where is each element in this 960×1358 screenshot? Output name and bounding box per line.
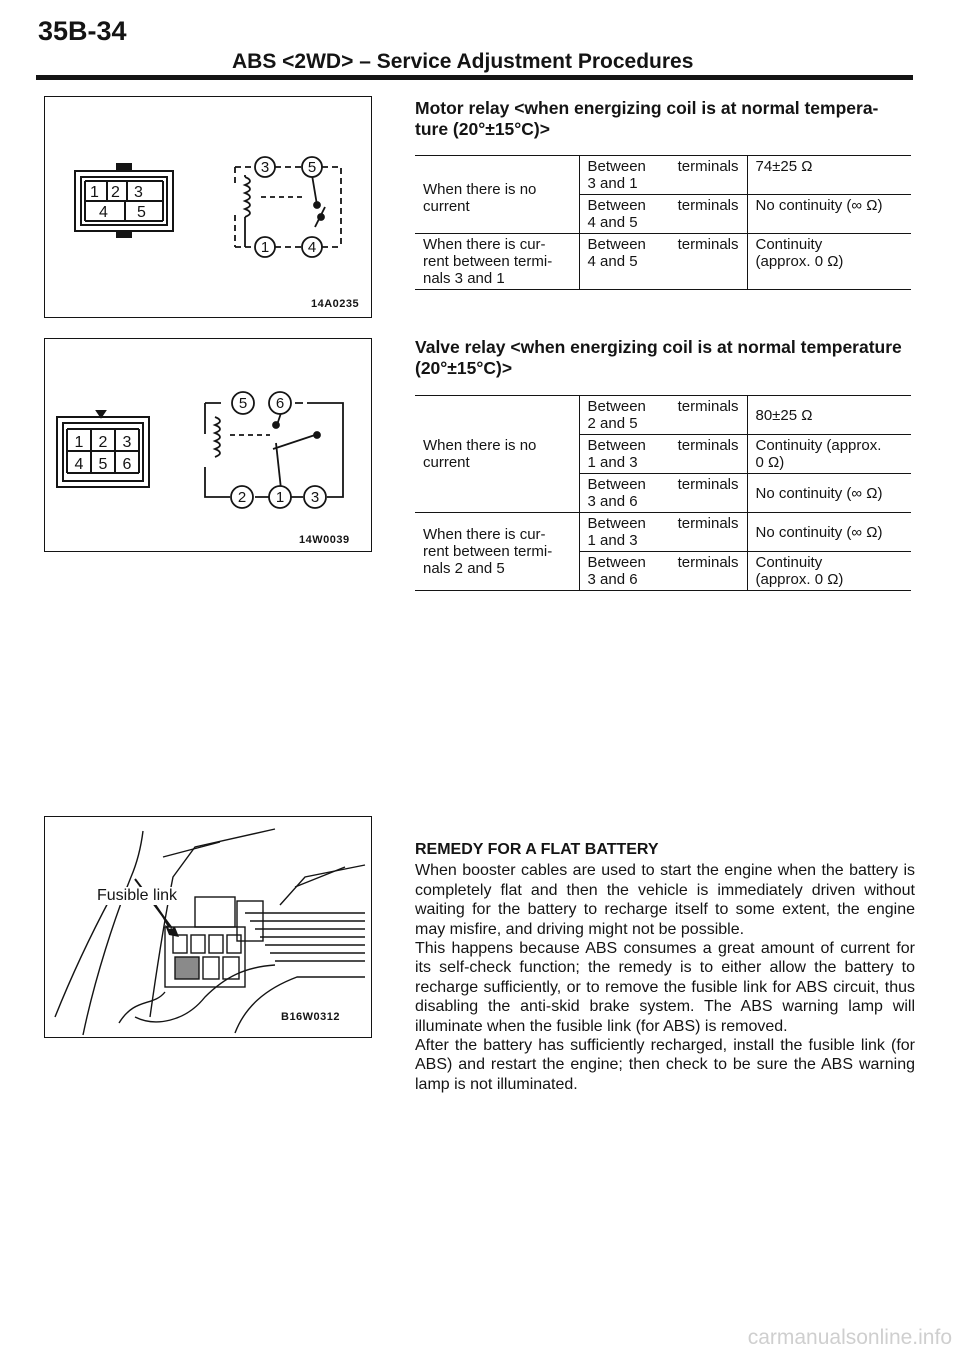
- page-title: ABS <2WD> – Service Adjustment Procedures: [232, 50, 694, 73]
- figure-code: 14W0039: [299, 534, 350, 546]
- figure-code: 14A0235: [311, 298, 360, 310]
- remedy-heading: REMEDY FOR A FLAT BATTERY: [415, 841, 659, 858]
- terminal-cell: Between terminals 1 and 3: [579, 435, 747, 474]
- remedy-paragraph: When booster cables are used to start the engine when the battery is completely flat and then the vehicle is immediately driven without waiting for the battery to recharge itself to some extent, the engine may misfire, and driving might not be possible.: [415, 862, 915, 938]
- header-rule: [36, 75, 913, 80]
- fusible-link-figure: [44, 816, 372, 1038]
- fusible-link-callout: Fusible link: [97, 887, 178, 904]
- pin-4: 4: [74, 456, 84, 473]
- terminal-cell: Between terminals 3 and 6: [579, 474, 747, 513]
- terminal-cell: Between terminals 4 and 5: [579, 195, 747, 234]
- motor-relay-terminal-numbers: [261, 159, 316, 256]
- remedy-paragraph: This happens because ABS consumes a great amount of current for its self-check function; the remedy is to either allow the battery to recharge sufficiently, or to remove the fusible link for ABS circuit, thus disabling the anti-skid brake system. The ABS warning lamp will illuminate when the fusible link (for ABS) is removed.: [415, 940, 915, 1035]
- terminal-2: 2: [237, 489, 247, 506]
- terminal-5: 5: [307, 159, 317, 176]
- value-cell: Continuity (approx. 0 Ω): [747, 234, 911, 290]
- pin-4: 4: [99, 204, 108, 221]
- terminal-3: 3: [260, 159, 270, 176]
- terminal-3: 3: [310, 489, 320, 506]
- motor-relay-figure: [44, 96, 372, 318]
- pin-6: 6: [122, 456, 132, 473]
- terminal-1: 1: [275, 489, 285, 506]
- value-cell: Continuity (approx. 0 Ω): [747, 552, 911, 591]
- valve-relay-diagram: [45, 339, 371, 551]
- pin-1: 1: [90, 184, 99, 201]
- motor-relay-schematic: [235, 157, 341, 257]
- watermark: carmanualsonline.info: [747, 1326, 952, 1349]
- terminal-cell: Between terminals 2 and 5: [579, 396, 747, 435]
- terminal-cell: Between terminals 3 and 6: [579, 552, 747, 591]
- terminal-cell: Between terminals 4 and 5: [579, 234, 747, 290]
- terminal-6: 6: [275, 395, 285, 412]
- condition-cell: When there is cur- rent between termi- nals 2 and 5: [415, 513, 579, 591]
- terminal-4: 4: [307, 239, 317, 256]
- fusible-link-illustration: [45, 817, 371, 1037]
- condition-cell: When there is cur- rent between termi- nals 3 and 1: [415, 234, 579, 290]
- page-number: 35B-34: [38, 16, 127, 46]
- table-row: [415, 513, 911, 552]
- valve-relay-schematic: [205, 392, 343, 508]
- pin-2: 2: [111, 184, 120, 201]
- motor-relay-diagram: [45, 97, 371, 317]
- value-cell: 80±25 Ω: [747, 396, 911, 435]
- motor-relay-heading: Motor relay <when energizing coil is at normal tempera- ture (20°±15°C)>: [415, 98, 879, 139]
- pin-3: 3: [134, 184, 143, 201]
- pin-3: 3: [122, 434, 132, 451]
- motor-relay-pin-labels: [90, 184, 146, 221]
- remedy-section: [415, 840, 915, 1094]
- value-cell: No continuity (∞ Ω): [747, 513, 911, 552]
- pin-1: 1: [74, 434, 84, 451]
- condition-cell: When there is no current: [415, 396, 579, 513]
- pin-2: 2: [98, 434, 108, 451]
- value-cell: Continuity (approx. 0 Ω): [747, 435, 911, 474]
- value-cell: No continuity (∞ Ω): [747, 474, 911, 513]
- valve-relay-heading: Valve relay <when energizing coil is at normal temperature (20°±15°C)>: [415, 337, 902, 378]
- condition-cell: When there is no current: [415, 156, 579, 234]
- valve-relay-figure: [44, 338, 372, 552]
- valve-relay-pin-labels: [75, 434, 132, 473]
- table-row: [415, 234, 911, 290]
- terminal-1: 1: [260, 239, 270, 256]
- terminal-cell: Between terminals 3 and 1: [579, 156, 747, 195]
- table-row: [415, 396, 911, 435]
- terminal-5: 5: [238, 395, 248, 412]
- motor-relay-table: [415, 155, 911, 290]
- value-cell: 74±25 Ω: [747, 156, 911, 195]
- terminal-cell: Between terminals 1 and 3: [579, 513, 747, 552]
- table-row: [415, 156, 911, 195]
- pin-5: 5: [137, 204, 146, 221]
- figure-code: B16W0312: [281, 1011, 341, 1023]
- value-cell: No continuity (∞ Ω): [747, 195, 911, 234]
- pin-5: 5: [98, 456, 108, 473]
- remedy-paragraph: After the battery has sufficiently recharged, install the fusible link (for ABS) and restart the engine; then check to be sure the ABS warning lamp is not illuminated.: [415, 1037, 915, 1093]
- valve-relay-table: [415, 395, 911, 591]
